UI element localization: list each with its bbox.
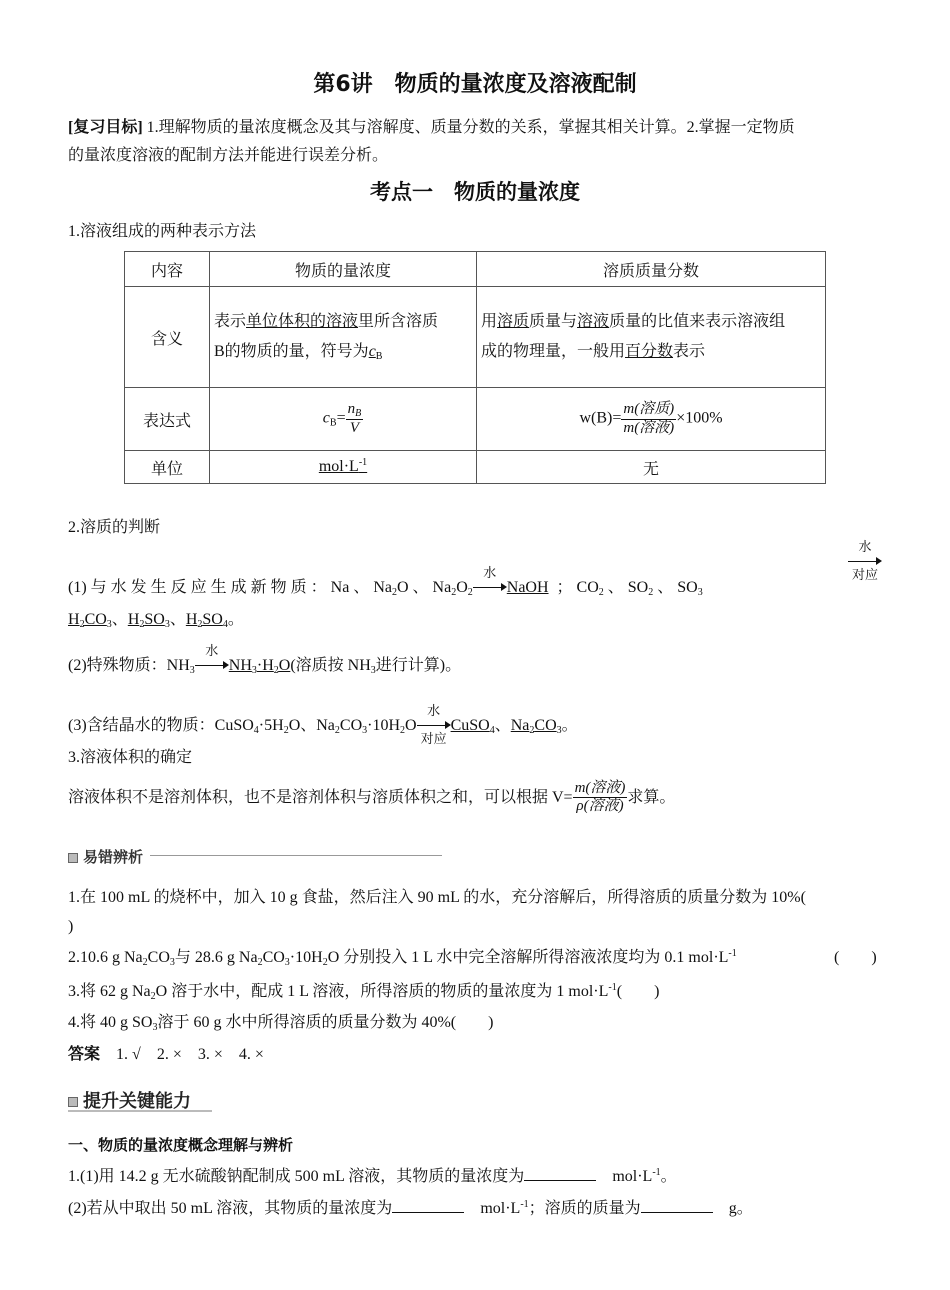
solute-case-2: (2)特殊物质：$NH_3$ 水 $NH_3\cdot H_2O$(溶质按 $NH_3$进行计算)。 bbox=[68, 643, 462, 676]
reaction-arrow-icon: 水 对应 bbox=[848, 552, 882, 571]
text: w(B)= bbox=[579, 409, 622, 427]
symbol-cb: $c_B$ bbox=[368, 343, 383, 362]
answer-line: 答案 1. √ 2. × 3. × 4. × bbox=[68, 1046, 264, 1063]
fraction: $\frac{\text{m(溶质)}}{\text{m(溶液)}}$ bbox=[623, 401, 675, 436]
underlined-term: 溶液 bbox=[577, 313, 610, 330]
review-text-1: 1.理解物质的量浓度概念及其与溶解度、质量分数的关系，掌握其相关计算。2.掌握一定物质 bbox=[146, 119, 795, 136]
square-bullet-icon bbox=[68, 1097, 78, 1107]
table-cell-concentration-meaning bbox=[210, 287, 477, 388]
reaction-arrow-icon: 水 bbox=[473, 581, 507, 595]
item2-heading: 2.溶质的判断 bbox=[68, 519, 161, 536]
table-cell-fraction-formula bbox=[477, 388, 826, 451]
answer-blank[interactable] bbox=[392, 1198, 464, 1213]
text: 里所含溶质 bbox=[358, 313, 439, 330]
table-cell-fraction-meaning bbox=[477, 287, 826, 388]
error-item-3: 3.将 62 g $Na_2O$ 溶于水中，配成 1 L 溶液，所得溶质的物质的量浓度为 1 $mol\cdot L^{-1}$( ) bbox=[68, 982, 660, 1002]
review-text-2: 的量浓度溶液的配制方法并能进行误差分析。 bbox=[68, 147, 389, 164]
error-item-2-bracket: ( ) bbox=[834, 949, 877, 966]
fraction: $\frac{\text{m(溶液)}}{\text{ρ(溶液)}}$ bbox=[574, 780, 626, 815]
ability-section-header: 提升关键能力 bbox=[68, 1087, 191, 1113]
text: 用 bbox=[481, 313, 498, 330]
section1-title: 考点一 物质的量浓度 bbox=[370, 180, 580, 204]
question-1-2: (2)若从中取出 50 mL 溶液，其物质的量浓度为 $mol\cdot L^{-1}$；溶质的质量为 g。 bbox=[68, 1199, 753, 1217]
underlined-term: 单位体积的溶液 bbox=[246, 313, 359, 330]
review-label: [复习目标] bbox=[68, 119, 143, 136]
question-1-1: 1.(1)用 14.2 g 无水硫酸钠配制成 500 mL 溶液，其物质的量浓度为 $mol\cdot L^{-1}$。 bbox=[68, 1167, 677, 1185]
solute-case-3: (3)含结晶水的物质：$CuSO_4\cdot 5H_2O$、$Na_2CO_3\cdot 10H_2O$ 水 对应 CuSO$_4$、$Na_2CO_3$。 bbox=[68, 703, 578, 747]
underlined-term: 百分数 bbox=[625, 343, 674, 360]
answer-blank[interactable] bbox=[641, 1198, 713, 1213]
page-title: 第6讲 物质的量浓度及溶液配制 bbox=[313, 72, 637, 97]
text: 表示 bbox=[214, 313, 247, 330]
table-row-meaning-label: 含义 bbox=[125, 287, 210, 388]
review-goals bbox=[68, 118, 795, 137]
table-header-mass-fraction: 溶质质量分数 bbox=[477, 252, 826, 287]
solute-case-1: (1) 与 水 发 生 反 应 生 成 新 物 质 ： Na 、 $Na_2O$ 、 $Na_2O_2$ 水 NaOH ； $CO_2$ 、 $SO_2$ 、 $SO_3$ bbox=[68, 565, 703, 598]
composition-table bbox=[124, 251, 826, 484]
item3-heading: 3.溶液体积的确定 bbox=[68, 749, 193, 766]
table-row-expression-label: 表达式 bbox=[125, 388, 210, 451]
text: 质量与 bbox=[529, 313, 578, 330]
text: B的物质的量，符号为 bbox=[214, 343, 369, 360]
error-item-4: 4.将 40 g $SO_3$溶于 60 g 水中所得溶质的质量分数为 40%( ) bbox=[68, 1014, 494, 1033]
text: 质量的比值来表示溶液组 bbox=[609, 313, 786, 330]
reaction-arrow-icon: 水 对应 bbox=[417, 719, 451, 733]
underlined-term: 溶质 bbox=[497, 313, 530, 330]
subsection-1-title: 一、物质的量浓度概念理解与辨析 bbox=[68, 1136, 294, 1154]
text: 表示 bbox=[673, 343, 706, 360]
errors-section-header: 易错辨析 bbox=[68, 846, 143, 867]
error-item-1-bracket: ) bbox=[68, 918, 74, 935]
table-header-concentration: 物质的量浓度 bbox=[210, 252, 477, 287]
table-cell-concentration-unit: $mol\cdot L^{-1}$ bbox=[210, 451, 477, 484]
table-header-content: 内容 bbox=[125, 252, 210, 287]
fraction: $\frac{n_B}{V}$ bbox=[347, 401, 362, 436]
text: 成的物理量，一般用 bbox=[481, 343, 626, 360]
item1-heading: 1.溶液组成的两种表示方法 bbox=[68, 223, 257, 240]
table-row-unit-label: 单位 bbox=[125, 451, 210, 484]
error-item-2: 2.10.6 g $Na_2CO_3$与 28.6 g $Na_2CO_3\cdot 10H_2O$ 分别投入 1 L 水中完全溶解所得溶液浓度均为 0.1 $mol\cdot L^{-1}$ bbox=[68, 948, 737, 968]
table-cell-concentration-formula: $c_B=$ $\frac{n_B}{V}$ bbox=[210, 388, 477, 451]
volume-rule: 溶液体积不是溶剂体积，也不是溶剂体积与溶质体积之和，可以根据 V= $\frac{\text{m(溶液)}}{\text{ρ(溶液)}}$ 求算。 bbox=[68, 780, 676, 815]
reaction-arrow-icon: 水 bbox=[195, 659, 229, 673]
divider bbox=[68, 1110, 212, 1112]
solute-case-1-products: $H_2CO_3$、$H_2SO_3$、$H_2SO_4$。 bbox=[68, 611, 244, 630]
error-item-1: 1.在 100 mL 的烧杯中，加入 10 g 食盐，然后注入 90 mL 的水，充分溶解后，所得溶质的质量分数为 10%( bbox=[68, 889, 806, 906]
square-bullet-icon bbox=[68, 853, 78, 863]
divider bbox=[150, 855, 442, 856]
table-cell-fraction-unit: 无 bbox=[477, 451, 826, 484]
answer-blank[interactable] bbox=[524, 1166, 596, 1181]
text: ×100% bbox=[676, 409, 723, 427]
